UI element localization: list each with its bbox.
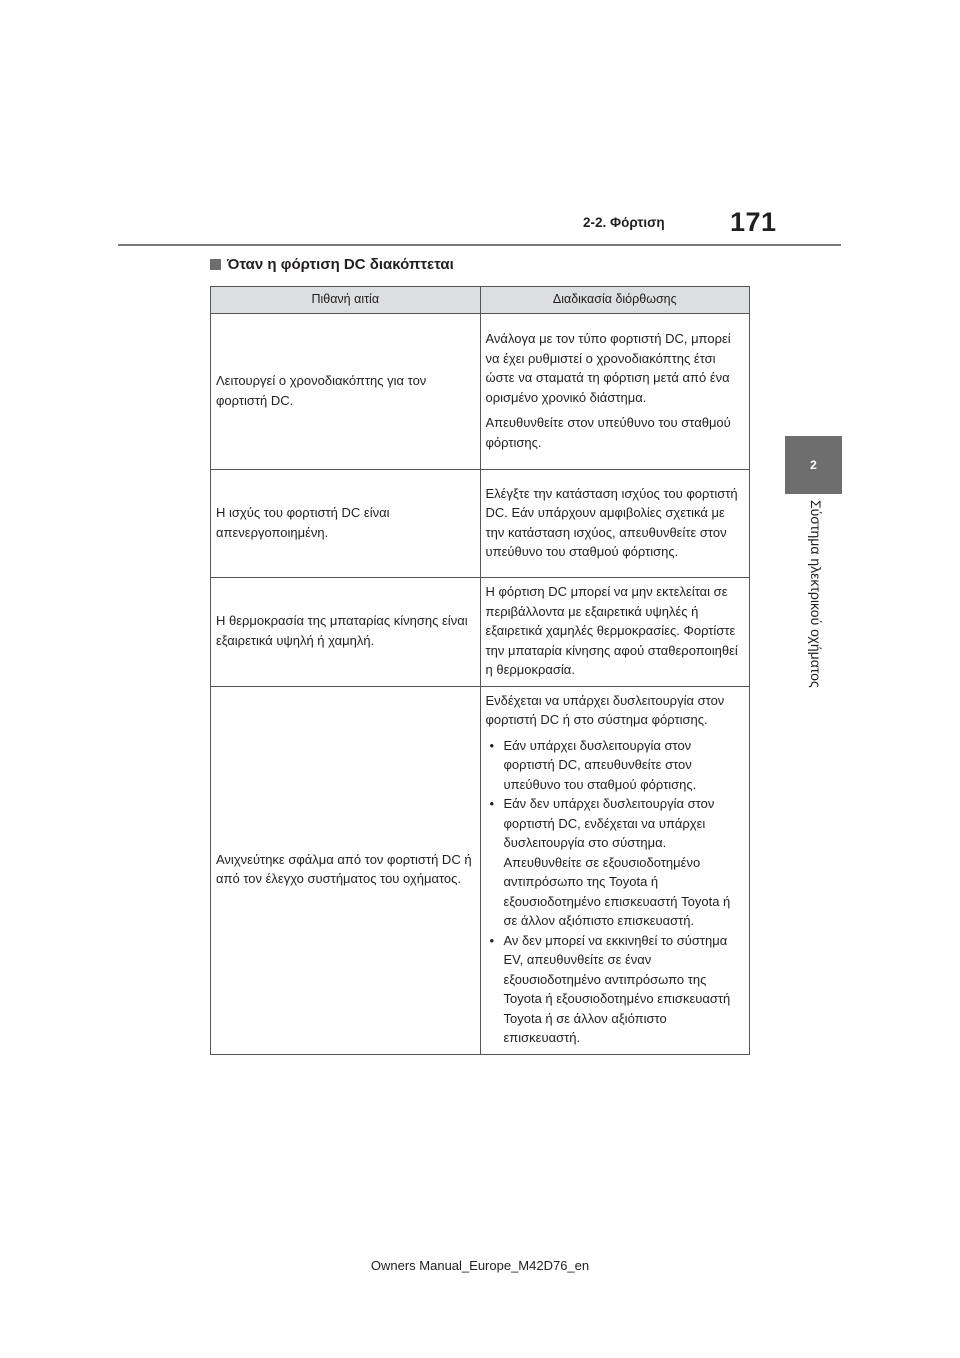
cause-cell: Η θερμοκρασία της μπαταρίας κίνησης είναι εξαιρετικά υψηλή ή χαμηλή. (211, 578, 481, 687)
table-header-row (211, 287, 750, 314)
chapter-label (804, 500, 828, 712)
table-row (211, 686, 750, 1054)
remedy-cell (480, 314, 750, 470)
column-header-remedy: Διαδικασία διόρθωσης (480, 287, 750, 314)
header-section-title: 2-2. Φόρτιση (583, 215, 665, 230)
page-number: 171 (730, 207, 777, 237)
list-item: • Εάν δεν υπάρχει δυσλειτουργία στον φορτιστή DC, ενδέχεται να υπάρχει δυσλειτουργία στο σύστημα. Απευθυνθείτε σε εξουσιοδοτημένο αντιπρόσωπο της Toyota ή εξουσιοδοτημένο επισκευαστή Toyota ή σε άλλον αξιόπιστο επισκευαστή. (486, 794, 746, 931)
cause-cell: Ανιχνεύτηκε σφάλμα από τον φορτιστή DC ή από τον έλεγχο συστήματος του οχήματος. (211, 686, 481, 1054)
list-item: • Εάν υπάρχει δυσλειτουργία στον φορτιστή DC, απευθυνθείτε στον υπεύθυνο του σταθμού φόρτισης. (486, 736, 746, 795)
column-header-cause: Πιθανή αιτία (211, 287, 481, 314)
section-title (210, 256, 454, 273)
chapter-label-text: Σύστημα ηλεκτρικού οχήματος (808, 500, 824, 688)
cause-cell: Λειτουργεί ο χρονοδιακόπτης για τον φορτιστή DC. (211, 314, 481, 470)
list-item: • Αν δεν μπορεί να εκκινηθεί το σύστημα EV, απευθυνθείτε σε έναν εξουσιοδοτημένο αντιπρόσωπο της Toyota ή εξουσιοδοτημένο επισκευαστή Toyota ή σε άλλον αξιόπιστο επισκευαστή. (486, 931, 746, 1048)
cause-cell: Η ισχύς του φορτιστή DC είναι απενεργοποιημένη. (211, 470, 481, 578)
remedy-paragraph: Ενδέχεται να υπάρχει δυσλειτουργία στον φορτιστή DC ή στο σύστημα φόρτισης. (485, 692, 725, 727)
square-bullet-icon (210, 259, 221, 270)
footer-manual-id: Owners Manual_Europe_M42D76_en (370, 1258, 590, 1273)
remedy-bullet-list (486, 736, 746, 1048)
remedy-paragraph: Ανάλογα με τον τύπο φορτιστή DC, μπορεί να έχει ρυθμιστεί ο χρονοδιακόπτης έτσι ώστε να σταματά τη φόρτιση μετά από ένα ορισμένο χρονικό διάστημα. (485, 331, 731, 405)
chapter-tab (785, 436, 842, 494)
section-title-text: Όταν η φόρτιση DC διακόπτεται (227, 256, 454, 273)
remedy-cell (480, 578, 750, 687)
remedy-paragraph: Η φόρτιση DC μπορεί να μην εκτελείται σε περιβάλλοντα με εξαιρετικά υψηλές ή εξαιρετικά χαμηλές θερμοκρασίες. Φορτίστε την μπαταρία κίνησης αφού σταθεροποιηθεί η θερμοκρασία. (485, 584, 738, 677)
table-row (211, 578, 750, 687)
troubleshooting-table (210, 286, 750, 1055)
remedy-paragraph: Ελέγξτε την κατάσταση ισχύος του φορτιστή DC. Εάν υπάρχουν αμφιβολίες σχετικά με την κατάσταση ισχύος, απευθυνθείτε στον υπεύθυνο του σταθμού φόρτισης. (485, 485, 738, 559)
remedy-cell (480, 686, 750, 1054)
header-divider (118, 244, 841, 246)
remedy-cell (480, 470, 750, 578)
remedy-paragraph: Απευθυνθείτε στον υπεύθυνο του σταθμού φόρτισης. (485, 415, 731, 450)
table-row (211, 470, 750, 578)
table-row (211, 314, 750, 470)
chapter-number: 2 (810, 458, 817, 472)
